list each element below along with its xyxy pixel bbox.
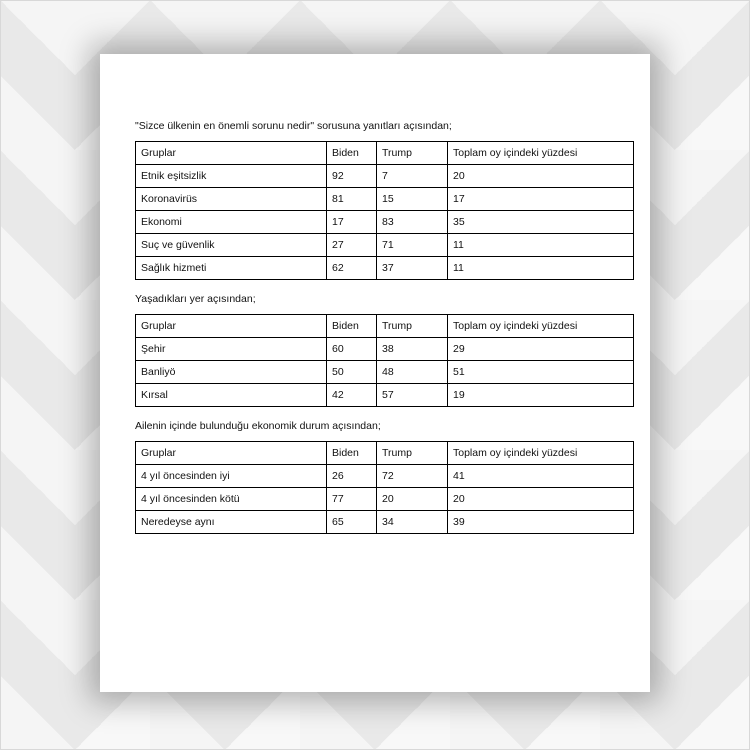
cell-share: 39: [448, 511, 634, 534]
table-row: [136, 234, 634, 257]
cell-share: 35: [448, 211, 634, 234]
table-row: [136, 257, 634, 280]
cell-trump: 38: [377, 338, 448, 361]
table-row: [136, 511, 634, 534]
cell-group: Banliyö: [136, 361, 327, 384]
header-cell-groups: Gruplar: [136, 142, 327, 165]
table-caption-residence: Yaşadıkları yer açısından;: [135, 293, 256, 305]
cell-trump: 83: [377, 211, 448, 234]
cell-biden: 62: [327, 257, 377, 280]
cell-trump: 72: [377, 465, 448, 488]
cell-share: 11: [448, 257, 634, 280]
cell-group: Koronavirüs: [136, 188, 327, 211]
table-header-row: [136, 315, 634, 338]
table-residence: [135, 314, 634, 407]
table-row: [136, 165, 634, 188]
header-cell-biden: Biden: [327, 142, 377, 165]
table-row: [136, 338, 634, 361]
cell-trump: 20: [377, 488, 448, 511]
header-cell-share: Toplam oy içindeki yüzdesi: [448, 142, 634, 165]
cell-biden: 60: [327, 338, 377, 361]
header-cell-trump: Trump: [377, 142, 448, 165]
cell-group: Etnik eşitsizlik: [136, 165, 327, 188]
cell-trump: 71: [377, 234, 448, 257]
cell-group: Sağlık hizmeti: [136, 257, 327, 280]
header-cell-groups: Gruplar: [136, 442, 327, 465]
cell-group: Kırsal: [136, 384, 327, 407]
cell-biden: 77: [327, 488, 377, 511]
header-cell-share: Toplam oy içindeki yüzdesi: [448, 315, 634, 338]
cell-trump: 34: [377, 511, 448, 534]
cell-biden: 92: [327, 165, 377, 188]
table-row: [136, 384, 634, 407]
table-issues: [135, 141, 634, 280]
cell-share: 41: [448, 465, 634, 488]
cell-group: Ekonomi: [136, 211, 327, 234]
table-caption-economic-status: Ailenin içinde bulunduğu ekonomik durum açısından;: [135, 420, 381, 432]
cell-share: 17: [448, 188, 634, 211]
table-row: [136, 465, 634, 488]
cell-share: 20: [448, 165, 634, 188]
table-row: [136, 188, 634, 211]
cell-group: 4 yıl öncesinden kötü: [136, 488, 327, 511]
header-cell-trump: Trump: [377, 442, 448, 465]
cell-trump: 7: [377, 165, 448, 188]
cell-biden: 65: [327, 511, 377, 534]
header-cell-biden: Biden: [327, 442, 377, 465]
table-header-row: [136, 142, 634, 165]
cell-share: 29: [448, 338, 634, 361]
table-row: [136, 488, 634, 511]
cell-group: Şehir: [136, 338, 327, 361]
cell-share: 19: [448, 384, 634, 407]
header-cell-groups: Gruplar: [136, 315, 327, 338]
cell-biden: 17: [327, 211, 377, 234]
cell-biden: 81: [327, 188, 377, 211]
table-row: [136, 361, 634, 384]
cell-trump: 48: [377, 361, 448, 384]
cell-biden: 27: [327, 234, 377, 257]
header-cell-trump: Trump: [377, 315, 448, 338]
cell-share: 11: [448, 234, 634, 257]
cell-group: Neredeyse aynı: [136, 511, 327, 534]
cell-share: 51: [448, 361, 634, 384]
cell-trump: 57: [377, 384, 448, 407]
cell-biden: 26: [327, 465, 377, 488]
cell-group: Suç ve güvenlik: [136, 234, 327, 257]
table-header-row: [136, 442, 634, 465]
cell-group: 4 yıl öncesinden iyi: [136, 465, 327, 488]
table-economic-status: [135, 441, 634, 534]
cell-biden: 50: [327, 361, 377, 384]
cell-biden: 42: [327, 384, 377, 407]
header-cell-biden: Biden: [327, 315, 377, 338]
cell-trump: 37: [377, 257, 448, 280]
document-page: [100, 54, 650, 692]
header-cell-share: Toplam oy içindeki yüzdesi: [448, 442, 634, 465]
document-content: [135, 120, 633, 547]
table-caption-issues: "Sizce ülkenin en önemli sorunu nedir" sorusuna yanıtları açısından;: [135, 120, 452, 132]
cell-share: 20: [448, 488, 634, 511]
cell-trump: 15: [377, 188, 448, 211]
table-row: [136, 211, 634, 234]
